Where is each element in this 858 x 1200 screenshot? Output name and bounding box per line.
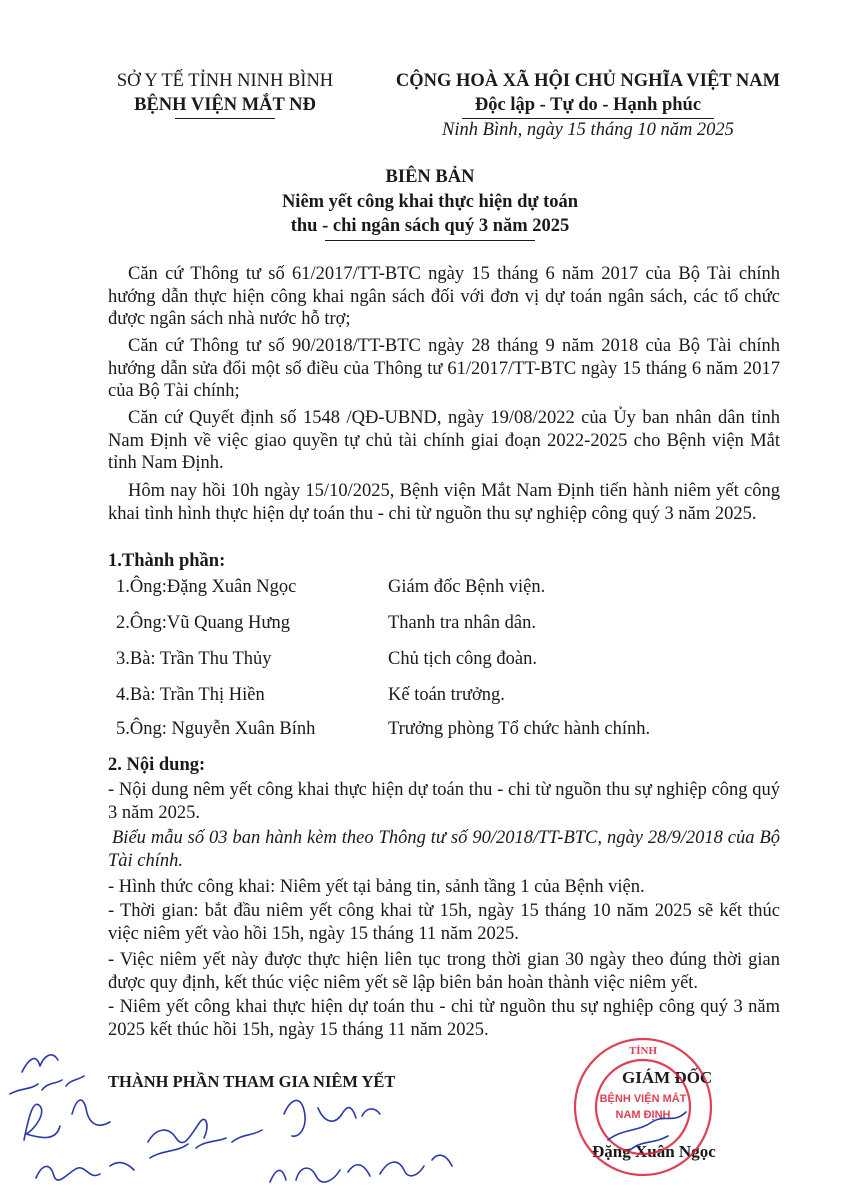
member-role: Chủ tịch công đoàn. <box>388 649 538 669</box>
member-role: Kế toán trưởng. <box>388 685 505 705</box>
seal-text-line-1: BỆNH VIỆN MẮT <box>599 1093 687 1105</box>
member-role: Giám đốc Bệnh viện. <box>388 577 546 597</box>
content-item: - Thời gian: bắt đầu niêm yết công khai từ 15h, ngày 15 tháng 10 năm 2025 sẽ kết thúc việc niêm yết vào hồi 15h, ngày 15 tháng 11 năm 2025. <box>108 901 780 944</box>
member-role: Trưởng phòng Tổ chức hành chính. <box>388 719 651 739</box>
section-2-heading: 2. Nội dung: <box>108 755 206 775</box>
content-item: - Hình thức công khai: Niêm yết tại bảng tin, sảnh tầng 1 của Bệnh viện. <box>108 877 645 897</box>
doc-subtitle-2: thu - chi ngân sách quý 3 năm 2025 <box>290 216 570 236</box>
content-item: - Nội dung nêm yết công khai thực hiện dự toán thu - chi từ nguồn thu sự nghiệp công quý 3 năm 2025. <box>108 780 780 823</box>
handwritten-signatures <box>0 1030 480 1200</box>
nation-line-2: Độc lập - Tự do - Hạnh phúc <box>474 95 702 115</box>
director-title: GIÁM ĐỐC <box>622 1068 713 1087</box>
place-date: Ninh Bình, ngày 15 tháng 10 năm 2025 <box>442 120 734 140</box>
signature-stroke <box>270 1155 452 1182</box>
official-seal <box>568 1032 718 1182</box>
content-note: Biểu mẫu số 03 ban hành kèm theo Thông tư số 90/2018/TT-BTC, ngày 28/9/2018 của Bộ Tài chính. <box>108 828 780 871</box>
org-line-1: SỞ Y TẾ TỈNH NINH BÌNH <box>116 71 334 91</box>
section-1-heading: 1.Thành phần: <box>108 551 226 571</box>
seal-top-text: TỈNH <box>628 1045 658 1057</box>
doc-title: BIÊN BẢN <box>385 167 475 187</box>
signature-stroke <box>24 1100 110 1140</box>
member-name: 5.Ông: Nguyễn Xuân Bính <box>116 719 316 739</box>
seal-text-line-2: NAM ĐỊNH <box>615 1109 671 1121</box>
signature-stroke <box>284 1100 380 1136</box>
org-underline <box>175 118 275 119</box>
preamble-paragraph: Căn cứ Quyết định số 1548 /QĐ-UBND, ngày 19/08/2022 của Ủy ban nhân dân tỉnh Nam Định về việc giao quyền tự chủ tài chính giai đoạn 2022-2025 cho Bệnh viện Mắt tỉnh Nam Định. <box>108 408 780 473</box>
member-role: Thanh tra nhân dân. <box>388 613 536 633</box>
director-signature-stroke <box>630 1136 668 1150</box>
preamble-paragraph: Căn cứ Thông tư số 90/2018/TT-BTC ngày 28 tháng 9 năm 2018 của Bộ Tài chính hướng dẫn sửa đổi một số điều của Thông tư 61/2017/TT-BTC ngày 15 tháng 6 năm 2017 của Bộ Tài chính; <box>108 336 780 401</box>
member-name: 1.Ông:Đặng Xuân Ngọc <box>116 577 297 597</box>
signature-stroke <box>22 1055 58 1072</box>
title-underline <box>325 240 535 241</box>
nation-underline <box>462 118 714 119</box>
participants-title: THÀNH PHẦN THAM GIA NIÊM YẾT <box>108 1072 396 1091</box>
content-item: - Việc niêm yết này được thực hiện liên tục trong thời gian 30 ngày theo đúng thời gian được quy định, kết thúc việc niêm yết sẽ lập biên bản hoàn thành việc niêm yết. <box>108 950 780 993</box>
member-name: 4.Bà: Trần Thị Hiền <box>116 685 265 705</box>
signature-stroke <box>148 1119 207 1142</box>
doc-subtitle-1: Niêm yết công khai thực hiện dự toán <box>281 192 579 212</box>
nation-line-1: CỘNG HOÀ XÃ HỘI CHỦ NGHĨA VIỆT NAM <box>395 71 781 91</box>
preamble-paragraph: Căn cứ Thông tư số 61/2017/TT-BTC ngày 15 tháng 6 năm 2017 của Bộ Tài chính hướng dẫn thực hiện công khai ngân sách đối với đơn vị dự toán ngân sách, các tổ chức được ngân sách nhà nước hỗ trợ; <box>108 264 780 329</box>
preamble-paragraph: Hôm nay hồi 10h ngày 15/10/2025, Bệnh viện Mắt Nam Định tiến hành niêm yết công khai tình hình thực hiện dự toán thu - chi từ nguồn thu sự nghiệp công quý 3 năm 2025. <box>108 481 780 524</box>
member-name: 3.Bà: Trần Thu Thủy <box>116 649 272 669</box>
signature-stroke <box>36 1163 134 1181</box>
director-name: Đặng Xuân Ngọc <box>592 1142 716 1161</box>
member-name: 2.Ông:Vũ Quang Hưng <box>116 613 290 633</box>
org-line-2: BỆNH VIỆN MẮT NĐ <box>134 95 316 115</box>
content-item: - Niêm yết công khai thực hiện dự toán thu - chi từ nguồn thu sự nghiệp công quý 3 năm 2025 kết thúc hồi 15h, ngày 15 tháng 11 năm 2025. <box>108 997 780 1040</box>
signature-stroke <box>10 1076 84 1094</box>
